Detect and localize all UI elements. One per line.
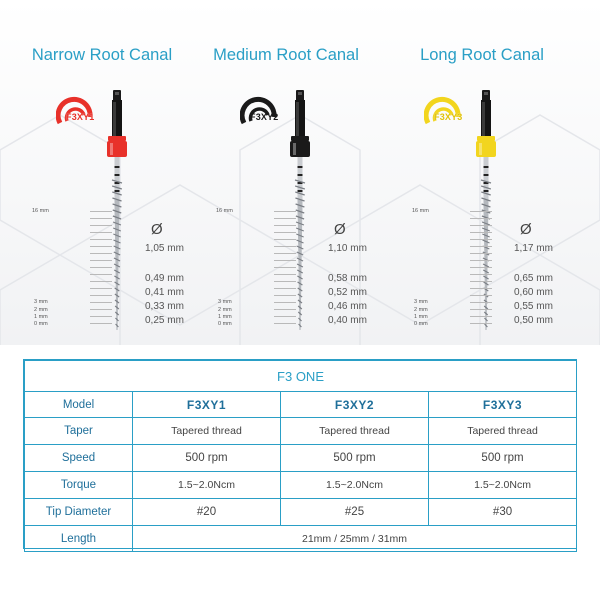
taper-f3xy3: Tapered thread	[429, 418, 577, 445]
spec-table	[23, 359, 577, 549]
tip-diameter-value: 1,17 mm	[514, 243, 553, 254]
scale-label: 0 mm	[34, 321, 48, 327]
scale-tick	[470, 253, 492, 254]
diameter-measure: 0,50 mm	[514, 315, 553, 326]
scale-tick	[470, 239, 492, 240]
scale-label-top: 16 mm	[412, 208, 429, 214]
scale-tick	[470, 246, 492, 247]
scale-label: 0 mm	[218, 321, 232, 327]
taper-f3xy1: Tapered thread	[133, 418, 281, 445]
scale-tick	[470, 260, 492, 261]
taper-f3xy2: Tapered thread	[281, 418, 429, 445]
logo-model-text: F3XY3	[434, 112, 463, 122]
table-row-tip-diameter	[25, 499, 577, 526]
tip-diameter-value: 1,10 mm	[328, 243, 367, 254]
diameter-measure: 0,25 mm	[145, 315, 184, 326]
table-row-taper	[25, 418, 577, 445]
diameter-measure: 0,46 mm	[328, 301, 367, 312]
diameter-measure: 0,55 mm	[514, 301, 553, 312]
row-label-length: Length	[25, 526, 133, 552]
diameter-measure: 0,41 mm	[145, 287, 184, 298]
torque-f3xy2: 1.5~2.0Ncm	[281, 472, 429, 499]
table-row-model	[25, 392, 577, 418]
row-label-torque: Torque	[25, 472, 133, 499]
table-row-length	[25, 526, 577, 552]
logo-model-text: F3XY1	[66, 112, 95, 122]
scale-tick	[470, 281, 492, 282]
model-f3xy3: F3XY3	[429, 392, 577, 418]
torque-f3xy3: 1.5~2.0Ncm	[429, 472, 577, 499]
diameter-measure: 0,58 mm	[328, 273, 367, 284]
scale-tick	[470, 211, 492, 212]
scale-tick	[470, 267, 492, 268]
model-f3xy1: F3XY1	[133, 392, 281, 418]
tip-f3xy1: #20	[133, 499, 281, 526]
scale-label: 0 mm	[414, 321, 428, 327]
diameter-measure: 0,33 mm	[145, 301, 184, 312]
diameter-measure: 0,40 mm	[328, 315, 367, 326]
table-row-torque	[25, 472, 577, 499]
diameter-measure: 0,60 mm	[514, 287, 553, 298]
canal-title: Medium Root Canal	[213, 46, 359, 64]
torque-f3xy1: 1.5~2.0Ncm	[133, 472, 281, 499]
scale-tick	[470, 218, 492, 219]
scale-tick	[470, 316, 492, 317]
tip-diameter-value: 1,05 mm	[145, 243, 184, 254]
scale-tick	[470, 302, 492, 303]
brand-logo-icon	[424, 95, 468, 131]
length-value: 21mm / 25mm / 31mm	[133, 526, 577, 552]
scale-tick	[470, 274, 492, 275]
speed-f3xy2: 500 rpm	[281, 445, 429, 472]
scale-tick	[470, 288, 492, 289]
canal-title: Long Root Canal	[420, 46, 544, 64]
scale-tick	[470, 295, 492, 296]
diameter-symbol: Ø	[520, 221, 532, 238]
table-title-row	[25, 361, 577, 392]
speed-f3xy3: 500 rpm	[429, 445, 577, 472]
scale-tick	[470, 225, 492, 226]
tip-f3xy3: #30	[429, 499, 577, 526]
diameter-measure: 0,52 mm	[328, 287, 367, 298]
scale-label: 2 mm	[34, 307, 48, 313]
table-row-speed	[25, 445, 577, 472]
scale-tick	[470, 232, 492, 233]
diameter-symbol: Ø	[151, 221, 163, 238]
diameter-symbol: Ø	[334, 221, 346, 238]
scale-label-top: 16 mm	[216, 208, 233, 214]
logo-model-text: F3XY2	[250, 112, 279, 122]
scale-label: 1 mm	[218, 314, 232, 320]
row-label-model: Model	[25, 392, 133, 418]
tip-f3xy2: #25	[281, 499, 429, 526]
speed-f3xy1: 500 rpm	[133, 445, 281, 472]
scale-label: 2 mm	[218, 307, 232, 313]
scale-tick	[470, 323, 492, 324]
canal-title: Narrow Root Canal	[31, 46, 173, 64]
scale-label-top: 16 mm	[32, 208, 49, 214]
table-title: F3 ONE	[25, 361, 577, 392]
row-label-taper: Taper	[25, 418, 133, 445]
scale-label: 1 mm	[34, 314, 48, 320]
scale-label: 2 mm	[414, 307, 428, 313]
scale-label: 3 mm	[218, 299, 232, 305]
row-label-tip-diameter: Tip Diameter	[25, 499, 133, 526]
scale-label: 1 mm	[414, 314, 428, 320]
row-label-speed: Speed	[25, 445, 133, 472]
scale-label: 3 mm	[34, 299, 48, 305]
diameter-measure: 0,49 mm	[145, 273, 184, 284]
diameter-measure: 0,65 mm	[514, 273, 553, 284]
scale-ticks	[470, 211, 494, 326]
scale-tick	[470, 309, 492, 310]
model-f3xy2: F3XY2	[281, 392, 429, 418]
scale-label: 3 mm	[414, 299, 428, 305]
